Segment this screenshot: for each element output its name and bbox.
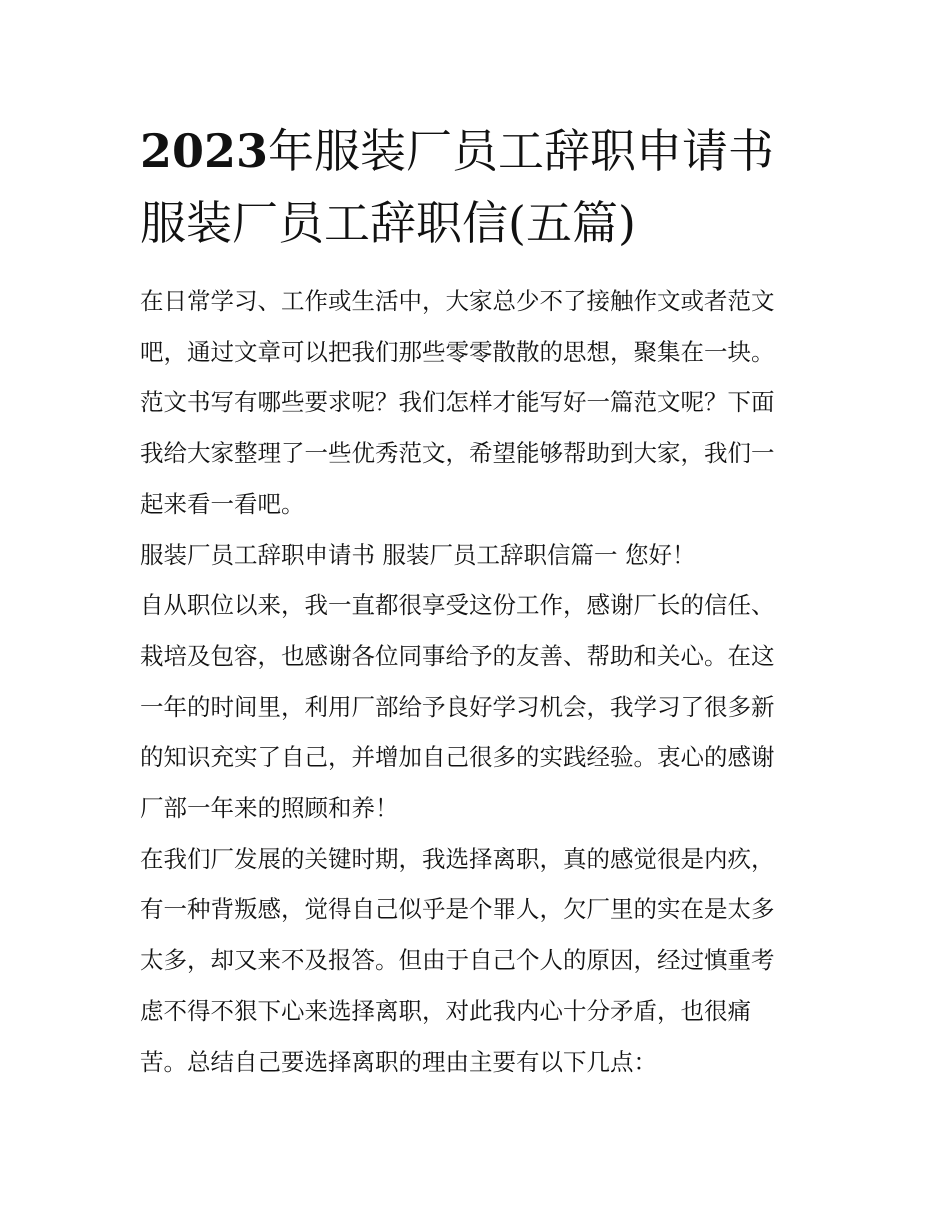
body-line: 太多，却又来不及报答。但由于自己个人的原因，经过慎重考 <box>140 946 775 975</box>
title-line-1-text: 年服装厂员工辞职申请书 <box>268 124 775 178</box>
title-line-2: 服装厂员工辞职信(五篇) <box>140 196 636 250</box>
body-line: 有一种背叛感，觉得自己似乎是个罪人，欠厂里的实在是太多 <box>140 895 775 924</box>
body-line: 在日常学习、工作或生活中，大家总少不了接触作文或者范文 <box>140 287 775 315</box>
body-line: 的知识充实了自己，并增加自己很多的实践经验。衷心的感谢 <box>140 743 775 772</box>
body-line: 服装厂员工辞职申请书 服装厂员工辞职信篇一 您好！ <box>140 540 696 569</box>
document-body <box>140 276 820 1087</box>
body-line: 自从职位以来，我一直都很享受这份工作，感谢厂长的信任、 <box>140 591 775 620</box>
body-line: 一年的时间里，利用厂部给予良好学习机会，我学习了很多新 <box>140 692 775 721</box>
body-line: 范文书写有哪些要求呢？我们怎样才能写好一篇范文呢？下面 <box>140 388 775 417</box>
body-line: 虑不得不狠下心来选择离职，对此我内心十分矛盾，也很痛 <box>140 996 751 1025</box>
body-line: 厂部一年来的照顾和养！ <box>140 794 399 823</box>
body-line: 栽培及包容，也感谢各位同事给予的友善、帮助和关心。在这 <box>140 641 775 670</box>
title-year: 2023 <box>140 124 269 178</box>
body-line: 苦。总结自己要选择离职的理由主要有以下几点： <box>140 1047 657 1076</box>
body-line: 吧，通过文章可以把我们那些零零散散的思想，聚集在一块。 <box>140 337 775 366</box>
body-line: 起来看一看吧。 <box>140 489 305 518</box>
document-title <box>140 115 820 259</box>
body-line: 在我们厂发展的关键时期，我选择离职，真的感觉很是内疚， <box>140 844 775 873</box>
title-line-1 <box>140 115 820 187</box>
body-line: 我给大家整理了一些优秀范文，希望能够帮助到大家，我们一 <box>140 439 775 468</box>
